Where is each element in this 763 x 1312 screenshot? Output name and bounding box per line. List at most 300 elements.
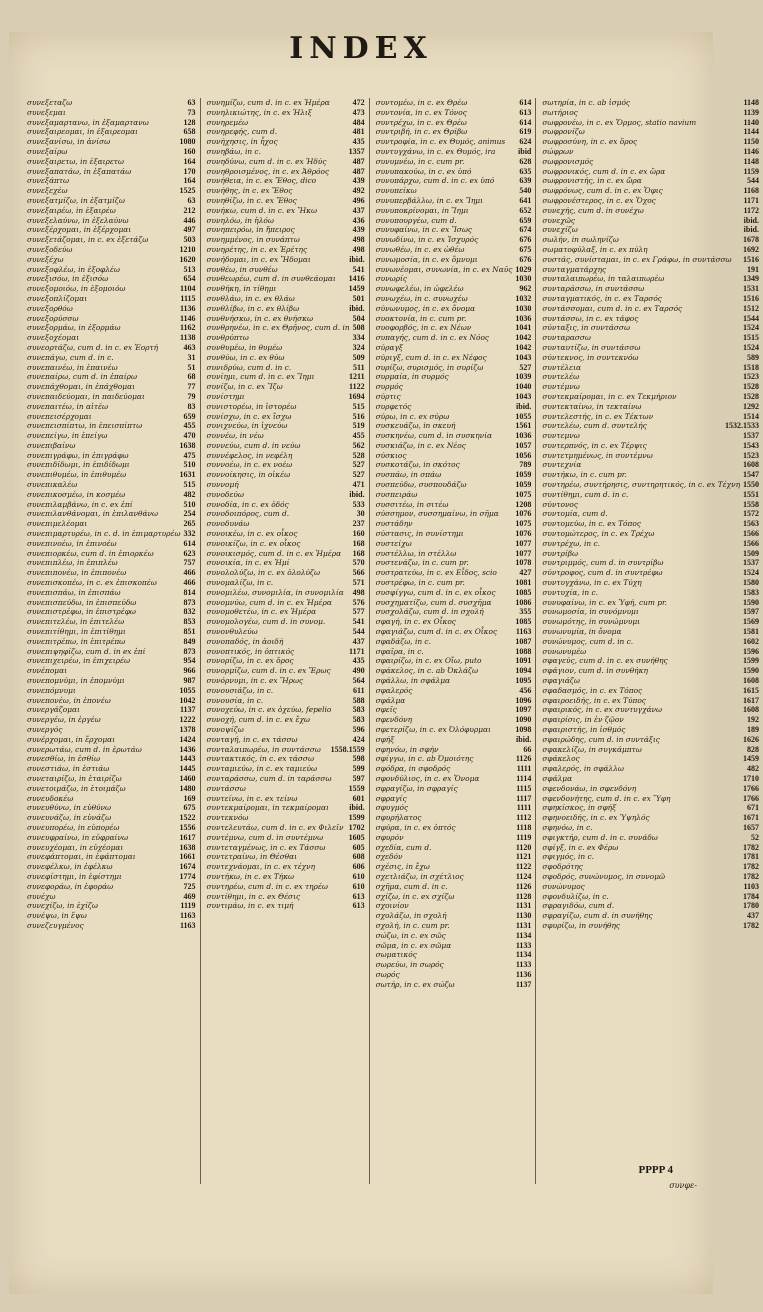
page-reference: 1480 bbox=[179, 783, 196, 793]
page-reference: 1349 bbox=[743, 274, 759, 284]
page-reference: 1119 bbox=[180, 901, 196, 911]
index-term: σφάγιον, cum d. in συνθήκη bbox=[542, 666, 648, 676]
index-entry bbox=[207, 421, 365, 431]
page-reference: 1583 bbox=[743, 587, 759, 597]
page-reference: 189 bbox=[747, 725, 759, 734]
page-reference: 1516 bbox=[743, 293, 759, 303]
index-term: συντρέχω, in c. ex Θρέω bbox=[375, 117, 467, 127]
index-entry bbox=[27, 500, 196, 510]
index-entry bbox=[376, 127, 532, 137]
page-reference: 1171 bbox=[349, 646, 365, 656]
index-term: συνοικίζω, in c. ex οἶκος bbox=[206, 538, 301, 548]
index-entry bbox=[27, 647, 196, 657]
index-entry bbox=[207, 882, 365, 892]
index-entry bbox=[27, 176, 196, 186]
index-entry bbox=[207, 803, 365, 813]
index-term: σφόδρα, in σφοδρός bbox=[375, 764, 451, 774]
page-reference: 614 bbox=[183, 538, 196, 548]
page-reference: 1146 bbox=[743, 146, 759, 156]
index-term: συνεπεισπίπτω, in ἐπεισπίπτω bbox=[27, 421, 143, 431]
index-entry bbox=[27, 823, 196, 833]
index-entry bbox=[542, 598, 759, 608]
index-entry bbox=[542, 568, 759, 578]
index-term: συνήκω, cum d. in c. ex Ἥκω bbox=[206, 205, 318, 215]
index-entry bbox=[542, 607, 759, 617]
index-entry bbox=[207, 784, 365, 794]
page-reference: 1055 bbox=[179, 685, 196, 695]
index-term: συντεκμαίρομαι, in c. ex Τεκμήριον bbox=[542, 391, 677, 401]
page-reference: 1528 bbox=[743, 382, 759, 392]
index-entry bbox=[27, 813, 196, 823]
page-reference: 1558 bbox=[743, 499, 759, 509]
index-term: συντιμάω, in c. ex τιμή bbox=[206, 901, 294, 911]
index-term: συνονθυλεύω bbox=[206, 627, 258, 637]
page-reference: 164 bbox=[183, 176, 196, 186]
page-reference: 1126 bbox=[515, 881, 532, 891]
index-entry bbox=[376, 666, 532, 676]
index-term: συρμαία, in συρμός bbox=[375, 372, 449, 382]
index-term: συνομνύω, cum d. in c. ex Ἡμέρα bbox=[206, 597, 332, 607]
index-entry bbox=[376, 539, 532, 549]
index-term: συνωνυμία, in ὄνομα bbox=[542, 627, 622, 637]
index-entry bbox=[27, 637, 196, 647]
index-term: συντομέω, in c. ex Θρέω bbox=[375, 98, 468, 107]
index-entry bbox=[27, 372, 196, 382]
index-term: σώζω, in c. ex σῶς bbox=[375, 930, 446, 940]
index-entry bbox=[207, 872, 365, 882]
index-term: συντέμνω, cum d. in συντέμνω bbox=[206, 832, 324, 842]
index-term: σφονδυλίζω, in c. bbox=[542, 891, 609, 901]
index-term: συνεπιτρέπω, in ἐπιτρέπω bbox=[27, 636, 126, 646]
page-reference: 1130 bbox=[515, 911, 532, 921]
index-entry bbox=[207, 715, 365, 725]
index-entry bbox=[207, 647, 365, 657]
page-reference: 1140 bbox=[743, 117, 759, 127]
index-term: συσπειράω bbox=[375, 489, 418, 499]
index-entry bbox=[207, 774, 365, 784]
page-reference: 1509 bbox=[743, 548, 759, 558]
index-entry bbox=[376, 235, 532, 245]
index-entry bbox=[27, 255, 196, 265]
page-reference: 1120 bbox=[515, 842, 532, 852]
index-term: συντρίβω bbox=[542, 548, 579, 558]
page-reference: 1547 bbox=[743, 470, 759, 480]
index-term: σφάκελος, in c. ab Ὀκλάζω bbox=[375, 666, 478, 676]
index-entry bbox=[27, 686, 196, 696]
page-reference: 623 bbox=[183, 548, 196, 558]
page-reference: 128 bbox=[183, 117, 196, 127]
index-entry bbox=[376, 186, 532, 196]
page-reference: 757 bbox=[183, 558, 196, 568]
index-entry bbox=[376, 392, 532, 402]
index-entry bbox=[27, 892, 196, 902]
index-entry bbox=[27, 392, 196, 402]
index-entry bbox=[376, 862, 532, 872]
index-entry bbox=[27, 108, 196, 118]
page-reference: 613 bbox=[352, 891, 365, 901]
index-entry bbox=[542, 558, 759, 568]
index-term: σχετλιάζω, in σχέτλιος bbox=[375, 871, 464, 881]
index-term: σωφρονίζω bbox=[542, 127, 585, 137]
page-reference: 1162 bbox=[179, 323, 196, 333]
index-term: συνεξατμίζω, in ἐξατμίζω bbox=[27, 195, 125, 205]
index-entry bbox=[542, 656, 759, 666]
index-term: σφαιρικός, in c. ex συντυγχάνω bbox=[542, 705, 663, 715]
index-term: συνεορτάζω, cum d. in c. ex Ἑορτή bbox=[27, 342, 159, 352]
index-term: σύντεκνος, in συντεκνόω bbox=[542, 352, 639, 362]
index-term: συοκτονία, in c. cum pr. bbox=[375, 313, 467, 323]
index-entry bbox=[27, 421, 196, 431]
page-reference: 1055 bbox=[515, 411, 532, 421]
index-term: συνεταιρίζω, in ἑταιρίζω bbox=[27, 773, 122, 783]
page-title: INDEX bbox=[289, 31, 433, 66]
index-term: συσχηματίζω, cum d. συσχῆμα bbox=[375, 597, 492, 607]
page-reference: 212 bbox=[183, 205, 196, 215]
index-term: συνυποκρίνομαι, in Ἵημι bbox=[375, 205, 469, 215]
page-reference: 466 bbox=[183, 568, 196, 578]
index-entry bbox=[27, 774, 196, 784]
index-term: σφονδύλιος, in c. ex Ὄνομα bbox=[375, 773, 480, 783]
index-term: συνταγματάρχης bbox=[542, 264, 607, 274]
index-term: συνοψίζω bbox=[206, 725, 244, 734]
page-reference: 1133 bbox=[515, 940, 532, 950]
index-term: σφυρόν bbox=[375, 832, 404, 842]
index-term: συννεύω, cum d. in νεύω bbox=[206, 440, 301, 450]
page-reference: 498 bbox=[352, 235, 365, 245]
index-column-4 bbox=[542, 98, 763, 1184]
page-reference: 456 bbox=[519, 685, 532, 695]
index-term: συνωμότης, in συνώμνυμι bbox=[542, 617, 641, 627]
index-term: συνεπόμνυμι bbox=[27, 685, 76, 695]
page-reference: 611 bbox=[353, 685, 365, 695]
index-term: συνεπιψηφίζω, cum d. in ex ἐπί bbox=[27, 646, 146, 656]
index-entry bbox=[376, 343, 532, 353]
page-reference: 873 bbox=[183, 597, 196, 607]
index-entry bbox=[207, 843, 365, 853]
index-entry bbox=[376, 402, 532, 412]
page-reference: 498 bbox=[352, 244, 365, 254]
index-entry bbox=[376, 304, 532, 314]
index-term: συντετραίνω, in Θέσθαι bbox=[206, 852, 298, 862]
index-entry bbox=[207, 206, 365, 216]
index-term: συντερπνός, in c. ex Τέρψις bbox=[542, 440, 647, 450]
index-entry bbox=[542, 421, 759, 431]
index-term: σῶμα, in c. ex σῶμα bbox=[375, 940, 452, 950]
page-reference: 1042 bbox=[515, 342, 532, 352]
index-entry bbox=[207, 549, 365, 559]
index-term: συνώνυμος, cum d. in c. bbox=[542, 636, 634, 646]
page-reference: 482 bbox=[183, 489, 196, 499]
index-entry bbox=[27, 852, 196, 862]
page-reference: 540 bbox=[519, 186, 532, 196]
page-reference: 1599 bbox=[348, 813, 365, 823]
index-term: συνεξοπλίζομαι bbox=[27, 293, 88, 303]
index-term: συνομαλίζω, in c. bbox=[206, 578, 274, 588]
index-term: συνεπιμελέομαι bbox=[27, 519, 88, 529]
index-term: συννομή bbox=[206, 480, 239, 490]
index-term: σφάκελος bbox=[542, 754, 580, 764]
index-entry bbox=[207, 735, 365, 745]
index-term: σωφροσύνη, in c. ex ὅρος bbox=[542, 137, 638, 147]
page-reference: 674 bbox=[519, 225, 532, 235]
index-term: σωτήριος bbox=[542, 107, 578, 117]
page-reference: 987 bbox=[183, 676, 196, 686]
page-reference: 79 bbox=[187, 391, 196, 401]
page-reference: ibid. bbox=[516, 734, 532, 744]
index-entry bbox=[542, 176, 759, 186]
page-reference: 63 bbox=[187, 195, 196, 205]
index-term: συνθλίβω, in c. ex θλίβω bbox=[206, 303, 300, 313]
page-reference: 481 bbox=[352, 127, 365, 137]
index-term: σφαλερός bbox=[375, 685, 413, 695]
index-entry bbox=[542, 509, 759, 519]
page-reference: 1111 bbox=[516, 764, 532, 774]
index-entry bbox=[27, 451, 196, 461]
index-entry bbox=[27, 735, 196, 745]
page-reference: 1042 bbox=[515, 333, 532, 343]
index-term: συντομώτερος, in c. ex Τρέχω bbox=[542, 529, 655, 539]
index-entry bbox=[376, 901, 532, 911]
index-entry bbox=[376, 176, 532, 186]
index-term: συνεπαινέω, in ἐπαινέω bbox=[27, 362, 118, 372]
index-term: συνυπακούω, in c. ex ὑπό bbox=[375, 166, 472, 176]
index-term: συνωχέω, in c. συνωχέω bbox=[375, 293, 468, 303]
index-term: συνεπεισέρχομαι bbox=[27, 411, 92, 421]
index-entry bbox=[376, 118, 532, 128]
page-reference: 1551 bbox=[743, 489, 759, 499]
index-term: σωλήν, in σωληνίζω bbox=[542, 235, 619, 245]
page-reference: 1528 bbox=[743, 391, 759, 401]
index-term: συνεπιδίδωμι, in ἐπιδίδωμι bbox=[27, 460, 130, 470]
index-term: συντυγχάνω, in c. ex Τύχη bbox=[542, 578, 642, 588]
index-entry bbox=[376, 921, 532, 931]
index-entry bbox=[27, 696, 196, 706]
index-term: συνορμίζω, cum d. in c. ex Ἔρως bbox=[206, 666, 331, 676]
page-reference: 472 bbox=[352, 98, 365, 107]
index-term: σφίγξ, in c. ex Φέρω bbox=[542, 842, 619, 852]
page-reference: 1119 bbox=[516, 832, 532, 842]
index-term: συνηπειρόω, in ἤπειρος bbox=[206, 225, 295, 235]
index-entry bbox=[27, 343, 196, 353]
index-entry bbox=[207, 441, 365, 451]
index-entry bbox=[376, 265, 532, 275]
page-reference: 31 bbox=[187, 352, 196, 362]
index-entry bbox=[27, 402, 196, 412]
page-reference: 725 bbox=[183, 881, 196, 891]
index-entry bbox=[376, 274, 532, 284]
index-entry bbox=[542, 206, 759, 216]
page-reference: ibid. bbox=[516, 401, 532, 411]
index-term: συνεπιτίθημι, in ἐπιτίθημι bbox=[27, 627, 126, 637]
index-entry bbox=[542, 274, 759, 284]
index-term: συσφίγγω, cum d. in c. ex οἶκος bbox=[375, 587, 496, 597]
page-reference: 1605 bbox=[348, 832, 365, 842]
index-term: συνεπισπάω, in ἐπισπάω bbox=[27, 587, 121, 597]
index-term: συνυφαίνω, in c. ex Ὑφή, cum pr. bbox=[542, 597, 668, 607]
index-term: συνηλικιώτης, in c. ex Ἡλιξ bbox=[206, 107, 312, 117]
index-term: συνεπαιτέω, in αἰτέω bbox=[27, 401, 108, 411]
page-reference: 1657 bbox=[743, 822, 759, 832]
page-reference: 613 bbox=[352, 901, 365, 911]
page-reference: 1782 bbox=[743, 862, 759, 872]
index-entry bbox=[542, 833, 759, 843]
index-entry bbox=[542, 441, 759, 451]
page-reference: 1638 bbox=[179, 440, 196, 450]
index-term: συνεξετάζομαι, in c. ex ἐξετάζω bbox=[27, 235, 149, 245]
index-entry bbox=[27, 294, 196, 304]
page-reference: 470 bbox=[183, 431, 196, 441]
index-entry bbox=[376, 412, 532, 422]
index-term: συνεξορύσσω bbox=[27, 313, 79, 323]
index-term: συνοχή, cum d. in c. ex ἔχω bbox=[206, 715, 310, 725]
index-entry bbox=[207, 813, 365, 823]
signature-mark: PPPP 4 bbox=[638, 1164, 673, 1176]
page-reference: 789 bbox=[519, 460, 532, 470]
page-reference: 482 bbox=[747, 764, 759, 774]
index-term: συνηρέτης, in c. ex Ἐρέτης bbox=[206, 244, 308, 254]
index-entry bbox=[27, 118, 196, 128]
index-term: συνωμοσία, in συνόμνυμι bbox=[542, 607, 639, 617]
page-reference: 1617 bbox=[179, 832, 196, 842]
index-entry bbox=[27, 833, 196, 843]
index-entry bbox=[376, 294, 532, 304]
page-reference: 168 bbox=[352, 548, 365, 558]
page-reference: 1581 bbox=[743, 627, 759, 637]
index-term: συσκιάζω, in c. ex Νέος bbox=[375, 440, 466, 450]
index-entry bbox=[542, 490, 759, 500]
page-reference: 1626 bbox=[743, 734, 759, 744]
index-term: συνεξαπατάω, in ἐξαπατάω bbox=[27, 166, 132, 176]
index-entry bbox=[376, 813, 532, 823]
page-reference: 576 bbox=[352, 597, 365, 607]
index-entry bbox=[376, 784, 532, 794]
index-entry bbox=[542, 549, 759, 559]
index-entry bbox=[27, 764, 196, 774]
index-term: συντήκω, in c. ex Τήκω bbox=[206, 871, 295, 881]
index-entry bbox=[542, 676, 759, 686]
index-entry bbox=[207, 98, 365, 108]
page-reference: 1137 bbox=[179, 705, 196, 715]
page-reference: 1523 bbox=[743, 450, 759, 460]
index-entry bbox=[207, 196, 365, 206]
index-term: συνεχῶς bbox=[542, 215, 576, 225]
page-reference: 851 bbox=[183, 627, 196, 637]
page-reference: 589 bbox=[747, 352, 759, 362]
index-term: συνταγή, in c. ex τάσσω bbox=[206, 734, 298, 744]
index-term: σφηνοειδής, in c. ex Ὑψηλός bbox=[542, 813, 650, 823]
page-reference: 1148 bbox=[743, 98, 759, 107]
page-reference: 1103 bbox=[743, 881, 759, 891]
page-reference: 1558.1559 bbox=[330, 744, 365, 754]
page-reference: 613 bbox=[519, 107, 532, 117]
index-entry bbox=[27, 617, 196, 627]
index-term: σφεῖς bbox=[375, 705, 397, 715]
index-entry bbox=[376, 98, 532, 108]
index-term: συστάδην bbox=[375, 519, 413, 529]
page-reference: 1514 bbox=[743, 411, 759, 421]
index-entry bbox=[376, 754, 532, 764]
page-reference: 492 bbox=[352, 186, 365, 196]
page-reference: 1638 bbox=[179, 842, 196, 852]
index-term: συνεφίστημι, in ἐφίστημι bbox=[27, 871, 122, 881]
index-entry bbox=[27, 676, 196, 686]
index-entry bbox=[207, 892, 365, 902]
page-reference: 1531 bbox=[743, 284, 759, 294]
index-term: συντηρέω, συντήρησις, συντηρητικός, in c. ex Τέχνη bbox=[542, 480, 740, 490]
page-reference: ibid. bbox=[349, 803, 365, 813]
page-reference: 954 bbox=[183, 656, 196, 666]
index-entry bbox=[207, 754, 365, 764]
page-reference: 466 bbox=[183, 578, 196, 588]
index-entry bbox=[27, 911, 196, 921]
index-entry bbox=[376, 108, 532, 118]
page-reference: 1171 bbox=[743, 195, 759, 205]
index-term: συνεπάγω, cum d. in c. bbox=[27, 352, 114, 362]
index-entry bbox=[27, 412, 196, 422]
index-term: συνεξέχω bbox=[27, 254, 64, 264]
index-term: σφήξ bbox=[375, 734, 395, 744]
index-entry bbox=[27, 314, 196, 324]
index-entry bbox=[542, 921, 759, 931]
index-term: συστάς, συνίσταμαι, in c. ex Γράφω, in συντάσσω bbox=[542, 254, 732, 264]
index-column-3 bbox=[376, 98, 537, 1184]
index-term: συνεχίζω bbox=[542, 225, 578, 235]
index-term: σύσσημον, συσσημαίνω, in σῆμα bbox=[375, 509, 499, 519]
page-reference: ibid. bbox=[743, 225, 759, 235]
index-entry bbox=[376, 255, 532, 265]
index-entry bbox=[27, 382, 196, 392]
page-reference: 654 bbox=[183, 274, 196, 284]
index-entry bbox=[207, 637, 365, 647]
page-reference: 1041 bbox=[515, 323, 532, 333]
page-reference: 265 bbox=[183, 519, 196, 529]
index-term: συντεκνόω bbox=[206, 813, 249, 823]
page-reference: 1114 bbox=[516, 773, 532, 783]
page-reference: 503 bbox=[183, 235, 196, 245]
page-reference: 1043 bbox=[515, 391, 532, 401]
index-term: συσσιτέω, in σιτέω bbox=[375, 499, 449, 509]
index-entry bbox=[207, 578, 365, 588]
page-reference: 598 bbox=[352, 754, 365, 764]
index-term: σχοινίον bbox=[375, 901, 409, 911]
index-entry bbox=[542, 852, 759, 862]
page-reference: 610 bbox=[352, 871, 365, 881]
index-term: συνεπικαλέω bbox=[27, 480, 78, 490]
index-term: συνθύω, in c. ex θύω bbox=[206, 352, 285, 362]
page-reference: 828 bbox=[747, 744, 759, 754]
index-term: συννοίκησις, in οἰκέω bbox=[206, 470, 291, 480]
page-reference: 832 bbox=[183, 607, 196, 617]
index-term: σφαῖρα, in c. bbox=[375, 646, 424, 656]
page-reference: 334 bbox=[352, 333, 365, 343]
page-reference: 1104 bbox=[179, 284, 196, 294]
index-term: συνοικία, in c. ex Ἡμί bbox=[206, 558, 290, 568]
catchword: συνφε- bbox=[669, 1181, 697, 1190]
index-entry bbox=[27, 745, 196, 755]
index-entry bbox=[542, 686, 759, 696]
page-reference: 1088 bbox=[515, 646, 532, 656]
page-reference: 671 bbox=[747, 803, 759, 813]
page-reference: 624 bbox=[519, 137, 532, 147]
page-reference: 1208 bbox=[515, 499, 532, 509]
index-term: συντακτικός, in c. ex τάσσω bbox=[206, 754, 314, 764]
index-term: σωφρονικός, cum d. in c. ex ὥρα bbox=[542, 166, 666, 176]
index-term: συννέω, in νέω bbox=[206, 431, 264, 441]
index-entry bbox=[207, 392, 365, 402]
index-entry bbox=[376, 431, 532, 441]
index-page bbox=[9, 31, 759, 1294]
index-term: συνταυτίζω, in συντάσσω bbox=[542, 342, 641, 352]
